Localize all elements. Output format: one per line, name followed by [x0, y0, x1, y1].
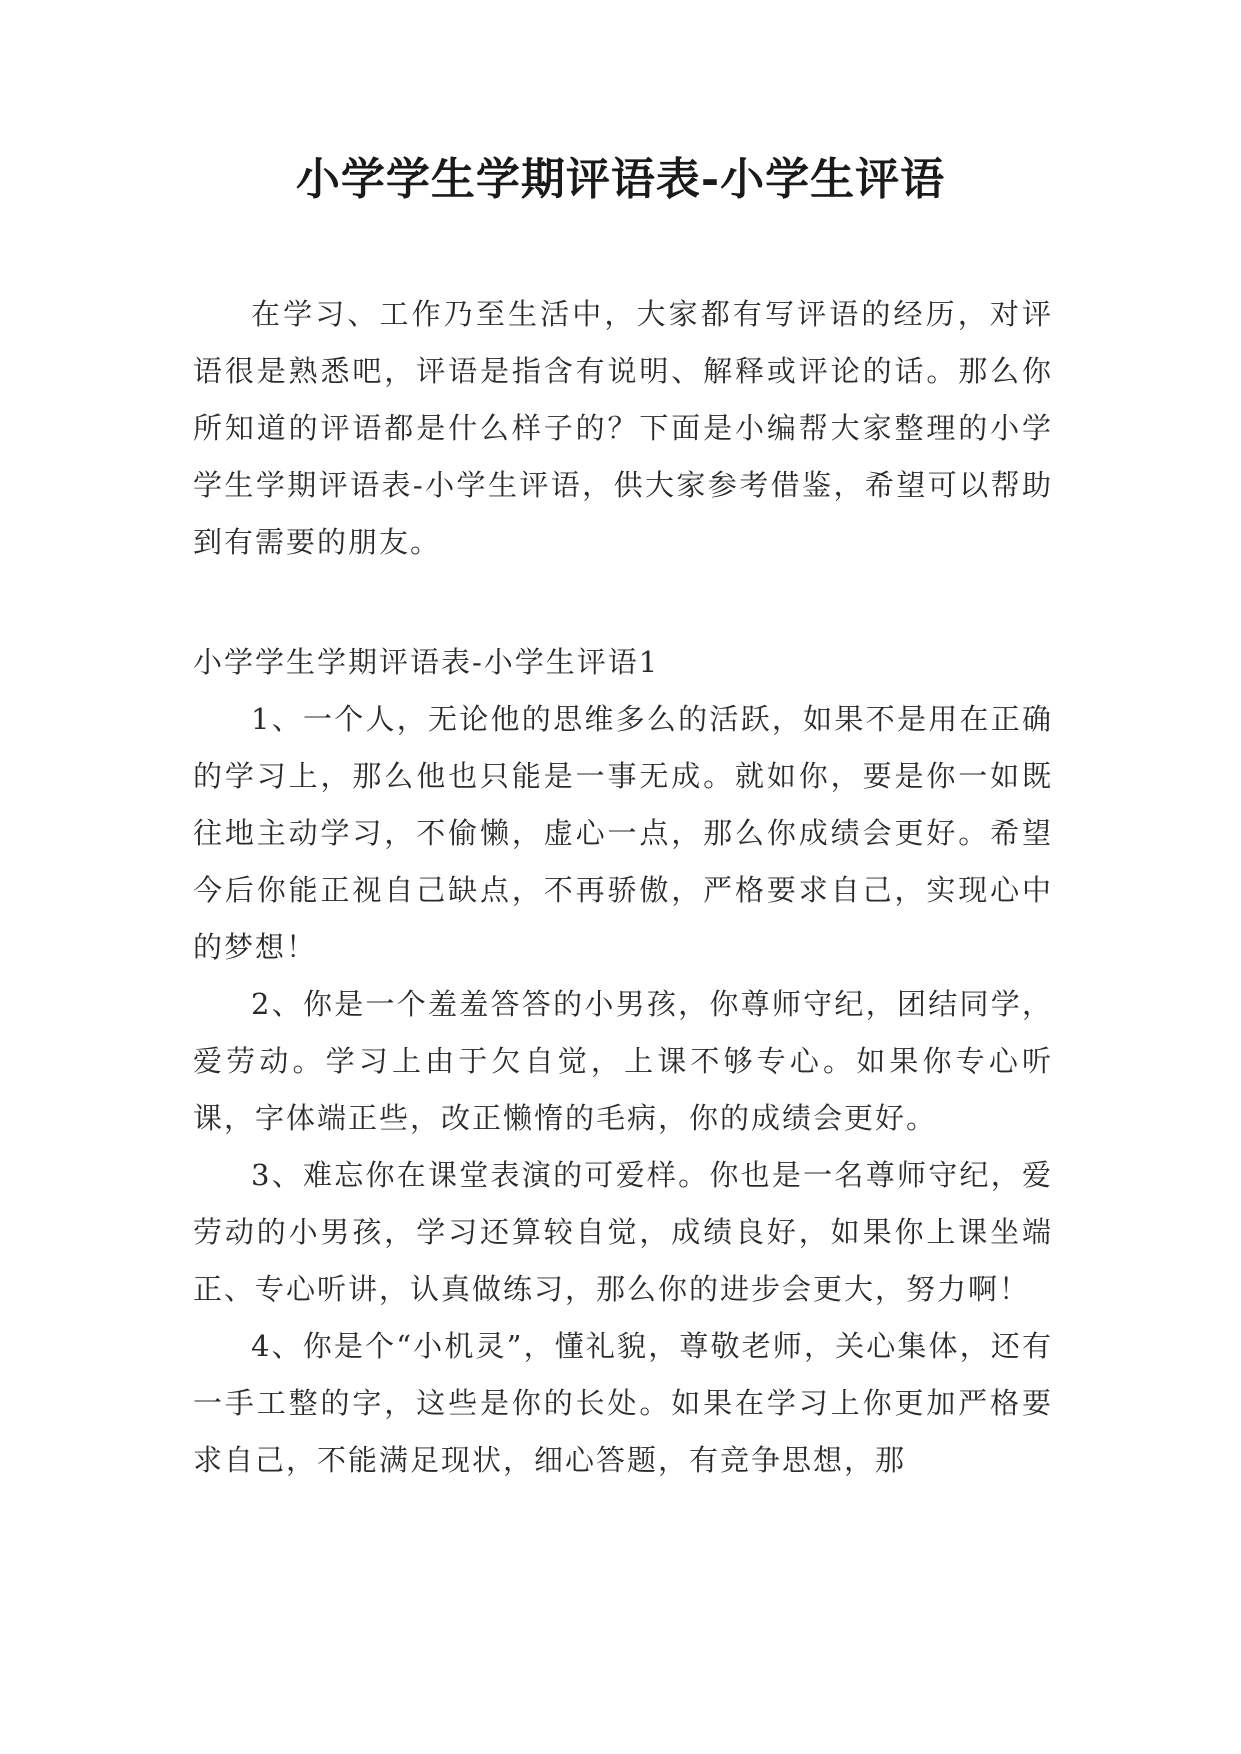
- intro-paragraph: 在学习、工作乃至生活中，大家都有写评语的经历，对评语很是熟悉吧，评语是指含有说明、解释或评论的话。那么你所知道的评语都是什么样子的？下面是小编帮大家整理的小学学生学期评语表-小学生评语，供大家参考借鉴，希望可以帮助到有需要的朋友。: [193, 297, 1053, 559]
- comment-paragraph-4: 4、你是个“小机灵”，懂礼貌，尊敬老师，关心集体，还有一手工整的字，这些是你的长处。如果在学习上你更加严格要求自己，不能满足现状，细心答题，有竞争思想，那: [193, 1329, 1053, 1477]
- comment-paragraph-3: 3、难忘你在课堂表演的可爱样。你也是一名尊师守纪，爱劳动的小男孩，学习还算较自觉，成绩良好，如果你上课坐端正、专心听讲，认真做练习，那么你的进步会更大，努力啊！: [193, 1158, 1053, 1306]
- document-title: 小学学生学期评语表-小学生评语: [295, 154, 946, 205]
- comment-paragraph-2: 2、你是一个羞羞答答的小男孩，你尊师守纪，团结同学，爱劳动。学习上由于欠自觉，上课不够专心。如果你专心听课，字体端正些，改正懒惰的毛病，你的成绩会更好。: [193, 987, 1053, 1135]
- comment-paragraph-1: 1、一个人，无论他的思维多么的活跃，如果不是用在正确的学习上，那么他也只能是一事无成。就如你，要是你一如既往地主动学习，不偷懒，虚心一点，那么你成绩会更好。希望今后你能正视自己缺点，不再骄傲，严格要求自己，实现心中的梦想！: [193, 702, 1053, 964]
- section-heading: 小学学生学期评语表-小学生评语1: [193, 645, 660, 679]
- comments-block: [193, 634, 1053, 1489]
- intro-block: [193, 286, 1053, 571]
